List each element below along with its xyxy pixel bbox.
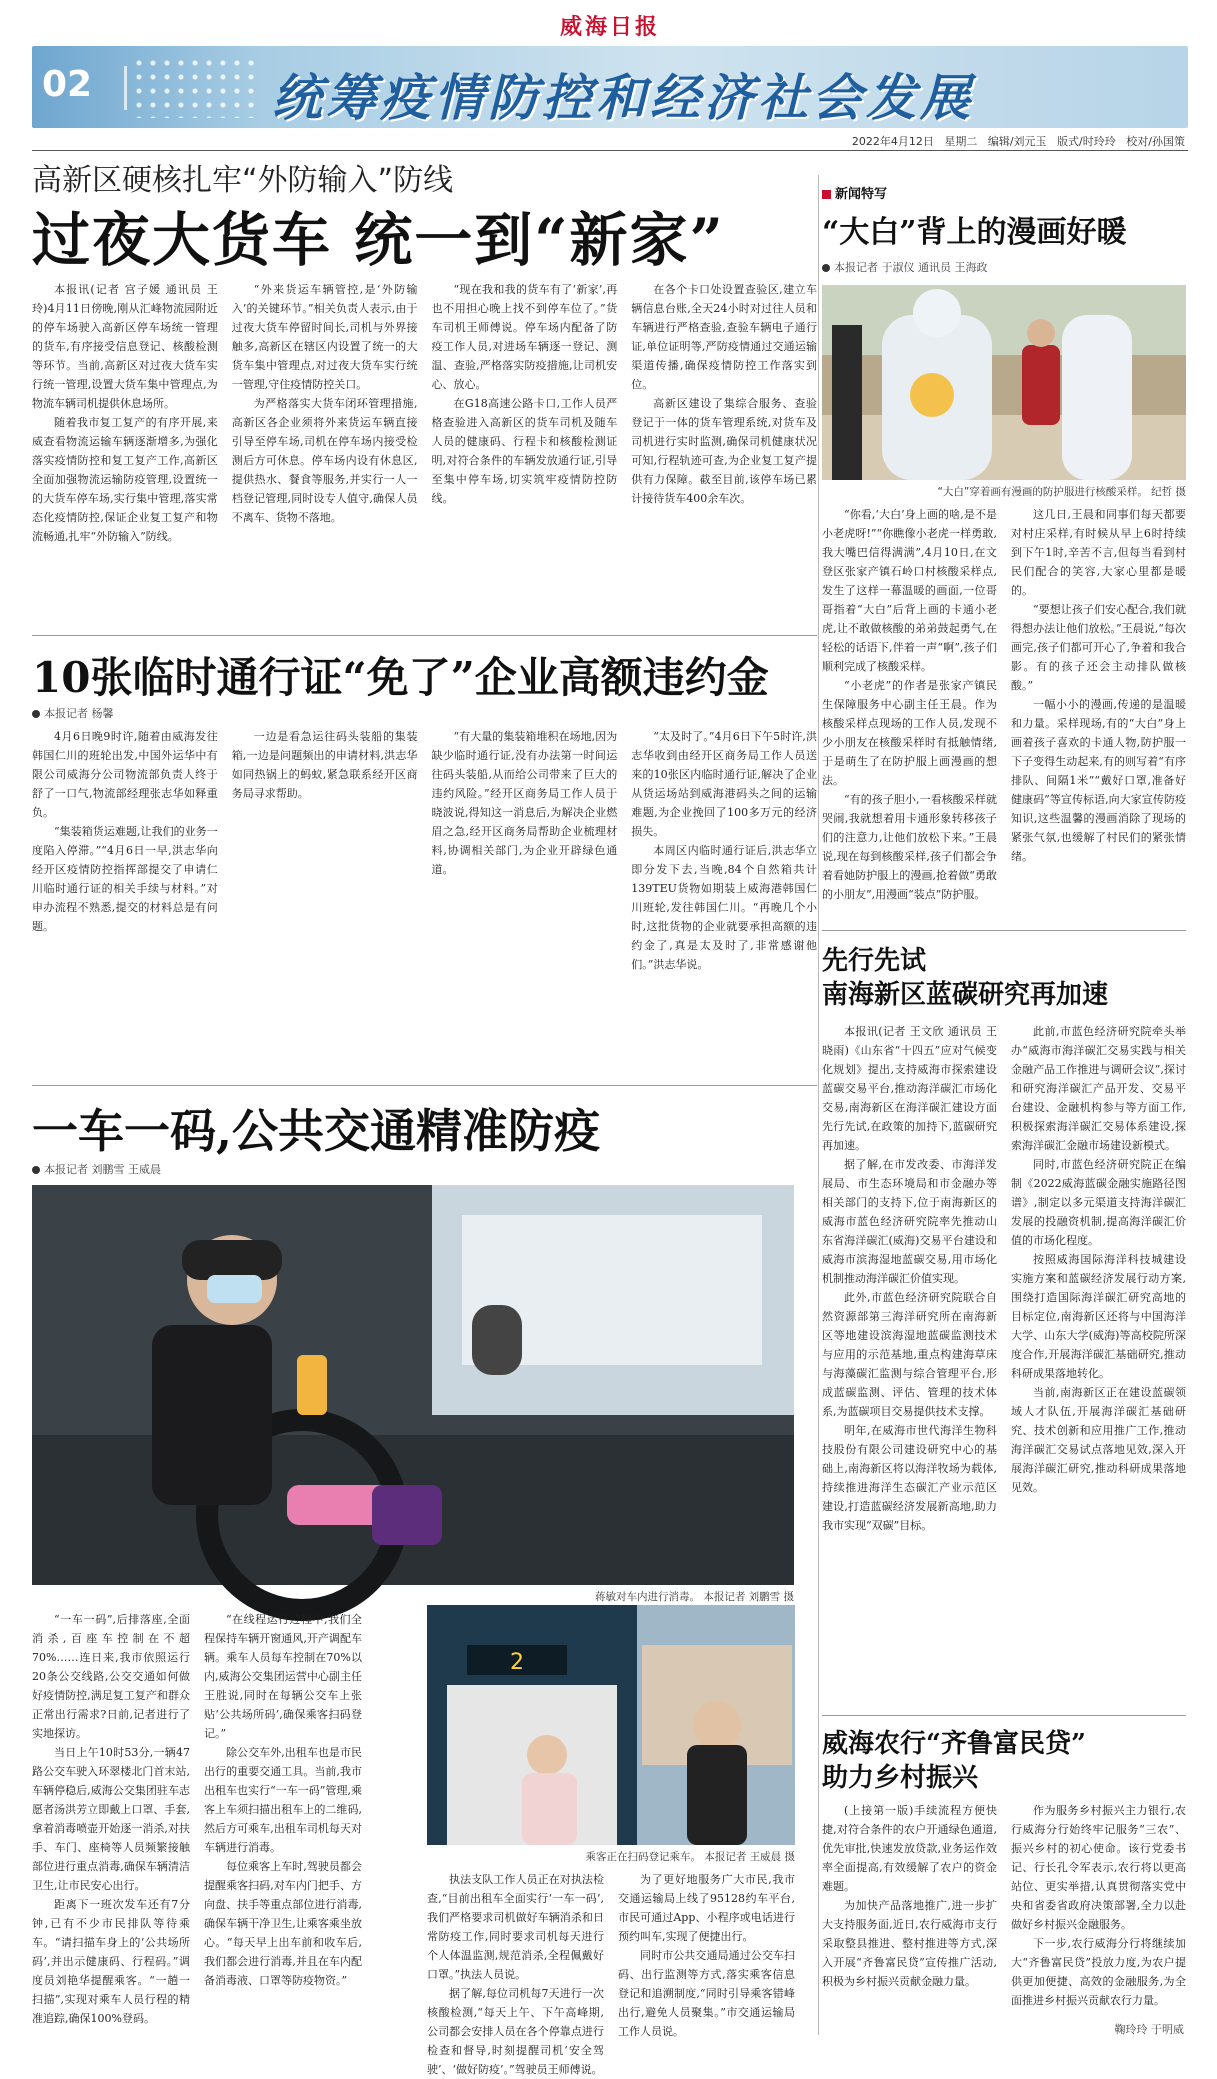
article-headline: 过夜大货车 统一到“新家”	[32, 206, 725, 274]
article-headline: 威海农行“齐鲁富民贷”	[822, 1729, 1086, 1759]
bullet-icon	[32, 1166, 40, 1174]
photo-taxi-disinfection	[32, 1185, 794, 1585]
paragraph: 为加快产品落地推广,进一步扩大支持服务面,近日,农行威海市支行采取整县推进、整村推进等方式,深入开展“齐鲁富民贷”宣传推广活动,积极为乡村振兴贡献金融力量。	[822, 1899, 997, 1988]
paragraph: 除公交车外,出租车也是市民出行的重要交通工具。当前,我市出租车也实行“一车一码”管理,乘客上车须扫描出租车上的二维码,然后方可乘车,出租车司机每天对车辆进行消毒。	[204, 1746, 362, 1854]
paragraph: “有的孩子胆小,一看核酸采样就哭闹,我就想着用卡通形象转移孩子们的注意力,让他们放松下来。”王晨说,现在每到核酸采样,孩子们都会争着看她防护服上的漫画,抢着做“勇敢的小朋友”,用漫画“装点”防护服。	[822, 793, 997, 901]
paragraph: 此前,市蓝色经济研究院牵头举办“威海市海洋碳汇交易实践与相关金融产品工作推进与调研会议”,探讨和研究海洋碳汇产品开发、交易平台建设、金融机构参与等方面工作,积极探索海洋碳汇交易体系建设,探索海洋碳汇金融市场建设新模式。	[1011, 1025, 1186, 1152]
bullet-icon	[822, 264, 830, 272]
body-column	[618, 1870, 795, 2055]
paragraph: “现在我和我的货车有了‘新家’,再也不用担心晚上找不到停车位了。”货车司机王师傅说。停车场内配备了防疫工作人员,对进场车辆逐一登记、测温、查验,严格落实防疫措施,让司机安心、放心。	[431, 283, 618, 391]
body-column	[32, 1610, 190, 2055]
banner-divider	[124, 66, 127, 110]
body-column	[32, 727, 218, 1052]
paragraph: 在G18高速公路卡口,工作人员严格查验进入高新区的货车司机及随车人员的健康码、行程卡和核酸检测证明,对符合条件的车辆发放通行证,引导至集中停车场,切实筑牢疫情防控防线。	[431, 397, 618, 505]
photo-caption: 乘客正在扫码登记乘车。 本报记者 王威晨 摄	[585, 1851, 795, 1863]
article-byline	[32, 705, 114, 721]
article-separator	[822, 1715, 1186, 1716]
paragraph: (上接第一版)手续流程方便快捷,对符合条件的农户开通绿色通道,优先审批,快速发放贷款,业务运作效率全面提高,有效缓解了农户的资金难题。	[822, 1804, 997, 1893]
paragraph: 下一步,农行威海分行将继续加大“齐鲁富民贷”投放力度,为农户提供更加便捷、高效的金融服务,为全面推进乡村振兴贡献农行力量。	[1011, 1937, 1186, 2007]
paragraph: 本周区内临时通行证后,洪志华立即分发下去,当晚,84个自然箱共计139TEU货物如期装上威海港韩国仁川班轮,发往韩国仁川。“再晚几个小时,这批货物的企业就要承担高额的违约金了,真是太及时了,非常感谢他们。”洪志华说。	[631, 844, 817, 971]
paragraph: 一边是看急运往码头装船的集装箱,一边是问题频出的申请材料,洪志华如同热锅上的蚂蚁,紧急联系经开区商务局寻求帮助。	[231, 730, 418, 800]
article-headline-line2: 助力乡村振兴	[822, 1763, 979, 1793]
article-headline: “大白”背上的漫画好暖	[822, 215, 1127, 250]
paragraph: 执法支队工作人员正在对执法检查,“目前出租车全面实行‘一车一码’,我们严格要求司机做好车辆消杀和日常防疫工作,同时要求司机每天进行个人体温监测,规范消杀,全程佩戴好口罩。”执法人员说。	[427, 1873, 604, 1981]
paragraph: “有大量的集装箱堆积在场地,因为缺少临时通行证,没有办法第一时间运往码头装船,从而给公司带来了巨大的违约风险。”经开区商务局工作人员于晓波说,得知这一消息后,为解决企业燃眉之急,经开区商务局帮助企业梳理材料,协调相关部门,为企业开辟绿色通道。	[431, 730, 618, 876]
byline-text: 本报记者 刘鹏雪 王威晨	[44, 1163, 161, 1176]
photo-caption: “大白”穿着画有漫画的防护服进行核酸采样。 纪哲 摄	[937, 486, 1186, 498]
article-headline: 南海新区蓝碳研究再加速	[822, 980, 1109, 1010]
photo-protective-suit	[822, 285, 1186, 480]
body-column	[432, 280, 618, 620]
article-byline	[822, 259, 988, 275]
proof-credit: 校对/孙国策	[1126, 135, 1185, 148]
section-title: 统筹疫情防控和经济社会发展	[272, 69, 974, 127]
paragraph: 同时,市蓝色经济研究院正在编制《2022威海蓝碳金融实施路径图谱》,制定以多元渠道支持海洋碳汇发展的投融资机制,提高海洋碳汇价值的市场化程度。	[1011, 1158, 1186, 1247]
paragraph: 明年,在威海市世代海洋生物科技股份有限公司建设研究中心的基础上,南海新区将以海洋牧场为载体,持续推进海洋生态碳汇产业示范区建设,打造蓝碳经济发展新高地,助力我市实现“双碳”目标。	[822, 1424, 997, 1532]
paragraph: 本报讯(记者 宫子媛 通讯员 王玲)4月11日傍晚,刚从汇峰物流园附近的停车场驶入高新区停车场统一管理的货车,有序接受信息登记、核酸检测等环节。当前,高新区对过夜大货车实行统一管理,设置大货车集中管理点,为物流车辆司机提供休息场所。	[32, 283, 218, 410]
paragraph: 一幅小小的漫画,传递的是温暖和力量。采样现场,有的“大白”身上画着孩子喜欢的卡通人物,防护服一下子变得生动起来,有的则写着“有序排队、间隔1米”“戴好口罩,准备好健康码”等宣传标语,向大家宣传防疫知识,这些温馨的漫画消除了现场的紧张气氛,也缓解了村民们的紧张情绪。	[1011, 698, 1186, 863]
article-signoff: 鞠玲玲 于明威	[1114, 2023, 1184, 2036]
body-column	[1011, 1801, 1186, 2026]
paragraph: 4月6日晚9时许,随着由威海发往韩国仁川的班轮出发,中国外运华中有限公司威海分公司物流部负责人终于舒了一口气,物流部经理张志华如释重负。	[32, 730, 218, 819]
paragraph: 每位乘客上车时,驾驶员都会提醒乘客扫码,对车内门把手、方向盘、扶手等重点部位进行消毒,确保车辆干净卫生,让乘客乘坐放心。“每天早上出车前和收车后,我们都会进行消毒,并且在车内配备消毒液、口罩等防疫物资。”	[204, 1860, 362, 1987]
paragraph: “你看,‘大白’身上画的啥,是不是小老虎呀!”“你瞧像小老虎一样勇敢,我大嘴巴信得满满”,4月10日,在文登区张家产镇石岭口村核酸采样点,发生了这样一幕温暖的画面,一位哥哥指着“大白”后背上画的卡通小老虎,让不敢做核酸的弟弟鼓起勇气,在轻松的话语下,伴着一声“啊”,孩子们顺利完成了核酸采样。	[822, 508, 997, 673]
dateline	[852, 133, 1185, 149]
banner-dot-pattern	[132, 56, 262, 118]
newspaper-logo: 威海日报	[560, 14, 661, 40]
paragraph: 高新区建设了集综合服务、查验登记于一体的货车管理系统,对货车及司机进行实时监测,确保司机健康状况可知,行程轨迹可查,为企业复工复产提供有力保障。截至目前,该停车场已累计接待货车400余车次。	[631, 397, 817, 505]
byline-text: 本报记者 于淑仪 通讯员 王海政	[834, 261, 988, 274]
article-body	[32, 727, 817, 1052]
body-column	[232, 280, 418, 620]
body-column	[822, 1801, 997, 2026]
article-body	[822, 1801, 1186, 2026]
body-column	[822, 505, 997, 920]
section-tag-label: 新闻特写	[835, 187, 888, 202]
paragraph: 距离下一班次发车还有7分钟,已有不少市民排队等待乘车。“请扫描车身上的‘公共场所码’,并出示健康码、行程码。”调度员刘艳华提醒乘客。“一趟一扫描”,实现对乘车人员行程的精准追踪,确保100%登码。	[32, 1898, 190, 2025]
svg-text:2: 2	[510, 1650, 524, 1675]
paragraph: “太及时了。”4月6日下午5时许,洪志华收到由经开区商务局工作人员送来的10张区内临时通行证,解决了企业从货运场站到威海港码头之间的运输难题,为企业挽回了100多万元的经济损失。	[631, 730, 817, 838]
section-banner	[32, 46, 1188, 128]
paragraph: 为严格落实大货车闭环管理措施,高新区各企业须将外来货运车辆直接引导至停车场,司机在停车场内接受检测后方可休息。停车场内设有休息区,提供热水、餐食等服务,并实行一人一档登记管理,同时设专人值守,确保人员不离车、货物不落地。	[231, 397, 418, 524]
paragraph: 作为服务乡村振兴主力银行,农行威海分行始终牢记服务“三农”、振兴乡村的初心使命。该行党委书记、行长孔令军表示,农行将以更高站位、更实举措,认真贯彻落实党中央和省委省政府决策部署,全力以赴做好乡村振兴金融服务。	[1011, 1804, 1186, 1931]
paragraph: “外来货运车辆管控,是‘外防输入’的关键环节。”相关负责人表示,由于过夜大货车停留时间长,司机与外界接触多,高新区在辖区内设置了统一的大货车集中管理点,对过夜大货车实行统一管理,守住疫情防控关口。	[231, 283, 418, 391]
paragraph: 当前,南海新区正在建设蓝碳领域人才队伍,开展海洋碳汇基础研究、技术创新和应用推广工作,推动海洋碳汇交易试点落地见效,深入开展海洋碳汇研究,推动科研成果落地见效。	[1011, 1386, 1186, 1494]
photo-bus-scan-code	[427, 1605, 795, 1845]
body-column	[427, 1870, 604, 2076]
article-kicker: 高新区硬核扎牢“外防输入”防线	[32, 163, 454, 198]
body-column	[204, 1610, 362, 2055]
editor-credit: 编辑/刘元玉	[987, 135, 1047, 148]
paragraph: 此外,市蓝色经济研究院联合自然资源部第三海洋研究所在南海新区等地建设滨海湿地蓝碳监测技术与应用的示范基地,重点构建海草床与海藻碳汇监测与综合管理平台,形成蓝碳监测、评估、管理的技术体系,为蓝碳项目交易提供技术支撑。	[822, 1291, 997, 1418]
paragraph: “要想让孩子们安心配合,我们就得想办法让他们放松。”王晨说,“每次画完,孩子们都可开心了,争着和我合影。有的孩子还会主动排队做核酸。”	[1011, 603, 1186, 692]
paragraph: 这几日,王晨和同事们每天都要对村庄采样,有时候从早上6时持续到下午1时,辛苦不言,但每当看到村民们配合的笑容,大家心里都是暖的。	[1011, 508, 1186, 597]
paragraph: 随着我市复工复产的有序开展,来威查看物流运输车辆逐渐增多,为强化落实疫情防控和复工复产工作,高新区全面加强物流运输防疫管理,设置统一的大货车停车场,实行集中管理,落实常态化疫情防控,保证企业复工复产和物流畅通,扎牢“外防输入”防线。	[32, 416, 218, 543]
article-headline: 一车一码,公共交通精准防疫	[32, 1104, 601, 1158]
section-tag	[822, 183, 887, 202]
article-headline: 10张临时通行证“免了”企业高额违约金	[32, 653, 769, 702]
paragraph: 按照威海国际海洋科技城建设实施方案和蓝碳经济发展行动方案,围绕打造国际海洋碳汇研究高地的目标定位,南海新区还将与中国海洋大学、山东大学(威海)等高校院所深度合作,开展海洋碳汇基础研究,推动科研成果落地转化。	[1011, 1253, 1186, 1380]
body-column	[1011, 505, 1186, 920]
photo-caption: 蒋敏对车内进行消毒。 本报记者 刘鹏雪 摄	[594, 1591, 794, 1603]
paragraph: 据了解,每位司机每7天进行一次核酸检测,“每天上午、下午高峰期,公司都会安排人员在各个停靠点进行检查和督导,时刻提醒司机‘安全驾驶’、‘做好防疫’。”驾驶员王师傅说。	[427, 1987, 604, 2076]
article-separator	[32, 1085, 817, 1086]
body-column	[822, 1022, 997, 1787]
issue-date: 2022年4月12日	[851, 135, 934, 148]
article-blue-carbon	[820, 940, 1188, 1780]
photo-illustration	[822, 285, 1186, 480]
issue-weekday: 星期二	[944, 135, 978, 148]
bullet-icon	[32, 710, 40, 718]
article-body	[32, 280, 817, 620]
article-body	[822, 1022, 1186, 1787]
article-agricultural-bank	[820, 1723, 1188, 2036]
article-truck-parking	[32, 155, 822, 650]
paragraph: 同时市公共交通局通过公交车扫码、出行监测等方式,落实乘客信息登记和追溯制度,“同时引导乘客错峰出行,避免人员聚集。”市交通运输局工作人员说。	[618, 1949, 795, 2038]
article-body	[32, 1610, 362, 2055]
article-temporary-pass	[32, 645, 822, 1105]
header-rule	[32, 150, 1188, 151]
article-body	[427, 1870, 795, 2076]
byline-text: 本报记者 杨馨	[44, 707, 114, 720]
layout-credit: 版式/时玲玲	[1057, 135, 1116, 148]
article-separator	[32, 635, 817, 636]
masthead	[0, 0, 1217, 48]
photo-illustration	[427, 1605, 795, 1845]
body-column	[1011, 1022, 1186, 1787]
article-separator	[822, 930, 1186, 931]
article-cartoon-protective-suit	[820, 175, 1188, 935]
photo-illustration	[32, 1185, 794, 1585]
body-column	[232, 727, 418, 1052]
paragraph: “集装箱货运难题,让我们的业务一度陷入停滞。”“4月6日一早,洪志华向经开区疫情防控指挥部提交了申请仁川临时通行证的相关手续与材料。”对申办流程不熟悉,提交的材料总是有问题。	[32, 825, 218, 933]
article-body	[822, 505, 1186, 920]
page-number: 02	[42, 64, 93, 105]
tag-marker-icon	[822, 190, 831, 199]
paragraph: “在线程运行过程中,我们全程保持车辆开窗通风,开产调配车辆。乘车人员每车控制在70%以内,威海公交集团运营中心副主任王胜说,同时在每辆公交车上张贴‘公共场所码’,确保乘客扫码登记。”	[204, 1613, 362, 1740]
paragraph: “小老虎”的作者是张家产镇民生保障服务中心副主任王晨。作为核酸采样点现场的工作人员,发现不少小朋友在核酸采样时有抵触情绪,于是萌生了在防护服上画漫画的想法。	[822, 679, 997, 787]
paragraph: 为了更好地服务广大市民,我市交通运输局上线了95128约车平台,市民可通过App、小程序或电话进行预约叫车,实现了便捷出行。	[618, 1873, 795, 1943]
article-byline	[32, 1161, 161, 1177]
paragraph: 据了解,在市发改委、市海洋发展局、市生态环境局和市金融办等相关部门的支持下,位于南海新区的威海市蓝色经济研究院率先推动山东省海洋碳汇(威海)交易平台建设和威海市滨海湿地蓝碳交易,用市场化机制推动海洋碳汇价值实现。	[822, 1158, 997, 1285]
body-column	[32, 280, 218, 620]
paragraph: 当日上午10时53分,一辆47路公交车驶入环翠楼北门首末站,车辆停稳后,威海公交集团驻车志愿者汤洪芳立即戴上口罩、手套,拿着消毒喷壶开始逐一消杀,对扶手、车门、座椅等人员频繁接触部位进行重点消毒,确保车辆清洁卫生,让市民安心出行。	[32, 1746, 190, 1892]
paragraph: 在各个卡口处设置查验区,建立车辆信息台账,全天24小时对过往人员和车辆进行严格查验,查验车辆电子通行证,单位证明等,严防疫情通过交通运输渠道传播,确保疫情防控工作落实到位。	[631, 283, 817, 391]
body-column	[631, 727, 817, 1052]
paragraph: “一车一码”,后排落座,全面消杀,百座车控制在不超70%……连日来,我市依照运行20条公交线路,公交交通如何做好疫情防控,满足复工复产和群众正常出行需求?日前,记者进行了实地探访。	[32, 1613, 190, 1740]
body-column	[432, 727, 618, 1052]
paragraph: 本报讯(记者 王文欣 通讯员 王晓雨)《山东省“十四五”应对气候变化规划》提出,支持威海市探索建设蓝碳交易平台,推动海洋碳汇市场化交易,南海新区在海洋碳汇建设方面先行先试,在政策的加持下,蓝碳研究再加速。	[822, 1025, 997, 1152]
article-public-transport	[32, 1095, 822, 2076]
body-column	[631, 280, 817, 620]
article-kicker: 先行先试	[822, 946, 927, 976]
